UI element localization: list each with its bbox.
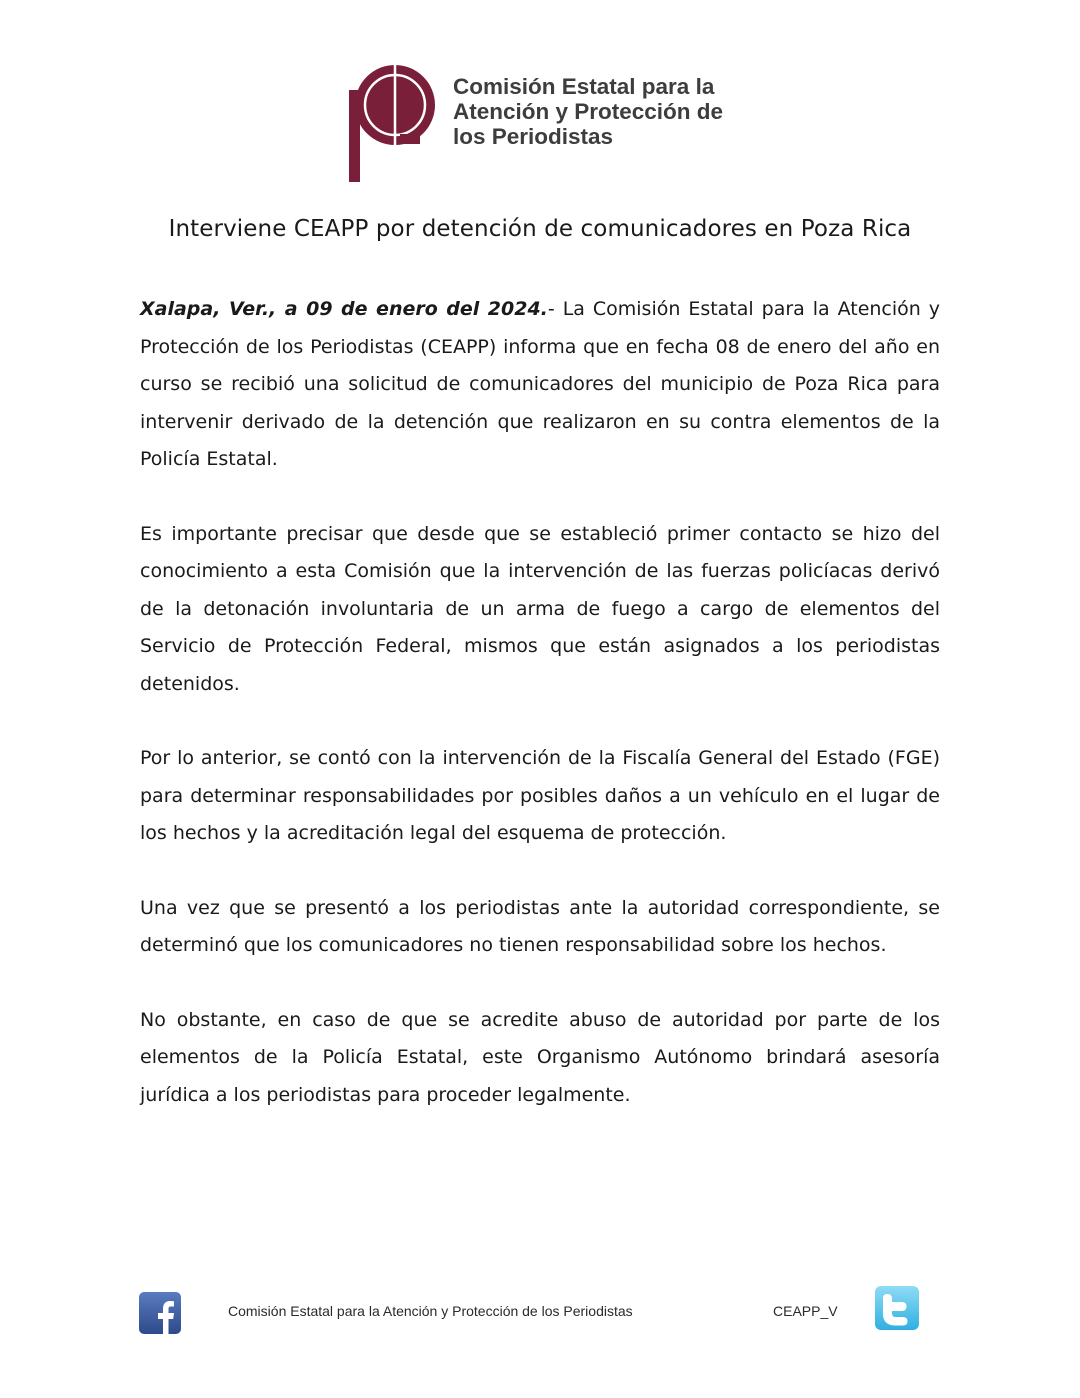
paragraph-3: Por lo anterior, se contó con la intervención de la Fiscalía General del Estado (FGE) para determinar responsabilidades por posibles daños a un vehículo en el lugar de los hechos y la acreditación legal del esquema de protección. (140, 747, 940, 844)
org-name-line-3: los Periodistas (453, 124, 614, 149)
facebook-icon[interactable] (139, 1292, 181, 1334)
paragraph-2: Es importante precisar que desde que se estableció primer contacto se hizo del conocimiento a esta Comisión que la intervención de las fuerzas policíacas derivó de la detonación involuntaria de un arma de fuego a cargo de elementos del Servicio de Protección Federal, mismos que están asignados a los periodistas detenidos. (140, 522, 940, 695)
paragraph-1-text: - La Comisión Estatal para la Atención y Protección de los Periodistas (CEAPP) informa que en fecha 08 de enero del año en curso se recibió una solicitud de comunicadores del municipio de Poza Rica para intervenir derivado de la detención que realizaron en su contra elementos de la Policía Estatal. (140, 298, 941, 470)
paragraph-5: No obstante, en caso de que se acredite abuso de autoridad por parte de los elementos de la Policía Estatal, este Organismo Autónomo brindará asesoría jurídica a los periodistas para proceder legalmente. (140, 1008, 940, 1106)
footer-org-name: Comisión Estatal para la Atención y Protección de los Periodistas (228, 1303, 633, 1319)
twitter-icon[interactable] (875, 1286, 919, 1330)
org-name (453, 74, 723, 149)
paragraph-1 (140, 291, 940, 479)
org-name-line-1: Comisión Estatal para la (453, 74, 715, 99)
press-release-body (140, 291, 940, 1151)
ceapp-logo-icon (346, 60, 438, 182)
dateline: Xalapa, Ver., a 09 de enero del 2024. (140, 298, 548, 320)
paragraph-4: Una vez que se presentó a los periodistas ante la autoridad correspondiente, se determinó que los comunicadores no tienen responsabilidad sobre los hechos. (140, 896, 940, 956)
twitter-handle[interactable]: CEAPP_V (773, 1303, 838, 1319)
page-title: Interviene CEAPP por detención de comunicadores en Poza Rica (168, 216, 912, 242)
org-name-line-2: Atención y Protección de (453, 99, 724, 124)
